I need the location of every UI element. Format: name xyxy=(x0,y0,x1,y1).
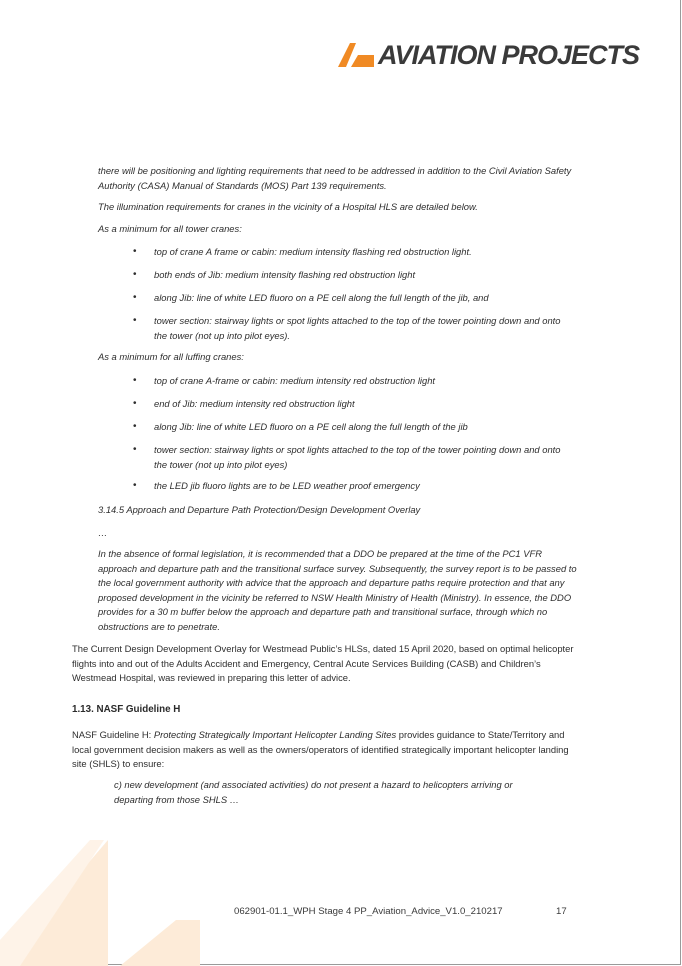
nasf-paragraph xyxy=(72,728,582,772)
luffing-crane-item: • end of Jib: medium intensity red obstruction light xyxy=(154,397,574,412)
nasf-quote: c) new development (and associated activities) do not present a hazard to helicopters arriving or departing from those SHLS … xyxy=(114,779,513,805)
nasf-lead: NASF Guideline H: xyxy=(72,729,154,740)
ddo-paragraph: In the absence of formal legislation, it is recommended that a DDO be prepared at the time of the PC1 VFR approach and departure path and the transitional surface survey. Subsequently, the survey report is to be passed to the local government authority with advice that the approach and departure paths require protection and that any proposed development in the vicinity be referred to NSW Health Ministry of Health (Ministry). In essence, the DDO provides for a 30 m buffer below the approach and departure path and transitional surface, through which no obstructions are to penetrate. xyxy=(98,548,577,632)
luffing-crane-intro: As a minimum for all luffing cranes: xyxy=(98,351,244,362)
section-heading xyxy=(72,704,180,715)
section-title: NASF Guideline H xyxy=(96,704,181,715)
luffing-crane-item: • tower section: stairway lights or spot lights attached to the top of the tower pointing down and onto the tower (not up into pilot eyes) xyxy=(154,443,574,472)
quote-intro: there will be positioning and lighting requirements that need to be addressed in addition to the Civil Aviation Safety Authority (CASA) Manual of Standards (MOS) Part 139 requirements. xyxy=(98,165,572,191)
nasf-rest: provides guidance to State/Territory and local government decision makers as well as the owners/operators of identified strategically important helicopter landing site (SHLS) to ensure: xyxy=(72,729,569,770)
corner-watermark-graphic xyxy=(0,820,200,966)
tower-crane-item: • tower section: stairway lights or spot lights attached to the top of the tower pointing down and onto the tower (not up into pilot eyes). xyxy=(154,314,574,343)
section-reference: 3.14.5 Approach and Departure Path Protection/Design Development Overlay xyxy=(98,504,421,515)
tower-crane-item: • top of crane A frame or cabin: medium intensity flashing red obstruction light. xyxy=(154,245,574,260)
quote-illumination: The illumination requirements for cranes in the vicinity of a Hospital HLS are detailed below. xyxy=(98,201,478,212)
luffing-crane-item: • along Jib: line of white LED fluoro on a PE cell along the full length of the jib xyxy=(154,420,574,435)
tower-crane-item: • both ends of Jib: medium intensity flashing red obstruction light xyxy=(154,268,574,283)
logo-mark-icon xyxy=(338,43,374,67)
ellipsis: … xyxy=(98,527,108,538)
luffing-crane-item: • top of crane A-frame or cabin: medium intensity red obstruction light xyxy=(154,374,574,389)
logo-text: AVIATION PROJECTS xyxy=(378,40,640,70)
footer-document-reference: 062901-01.1_WPH Stage 4 PP_Aviation_Advice_V1.0_210217 xyxy=(234,906,503,917)
section-number: 1.13. xyxy=(72,704,94,715)
overlay-review-paragraph: The Current Design Development Overlay for Westmead Public’s HLSs, dated 15 April 2020, based on optimal helicopter flights into and out of the Adults Accident and Emergency, Central Acute Services Building (CASB) and Children’s Westmead Hospital, was reviewed in preparing this letter of advice. xyxy=(72,643,574,684)
footer-page-number: 17 xyxy=(556,906,567,917)
luffing-crane-item: • the LED jib fluoro lights are to be LED weather proof emergency xyxy=(154,479,574,494)
tower-crane-intro: As a minimum for all tower cranes: xyxy=(98,223,242,234)
tower-crane-item: • along Jib: line of white LED fluoro on a PE cell along the full length of the jib, and xyxy=(154,291,574,306)
company-logo xyxy=(338,40,639,70)
nasf-document-title: Protecting Strategically Important Helicopter Landing Sites xyxy=(153,729,397,740)
